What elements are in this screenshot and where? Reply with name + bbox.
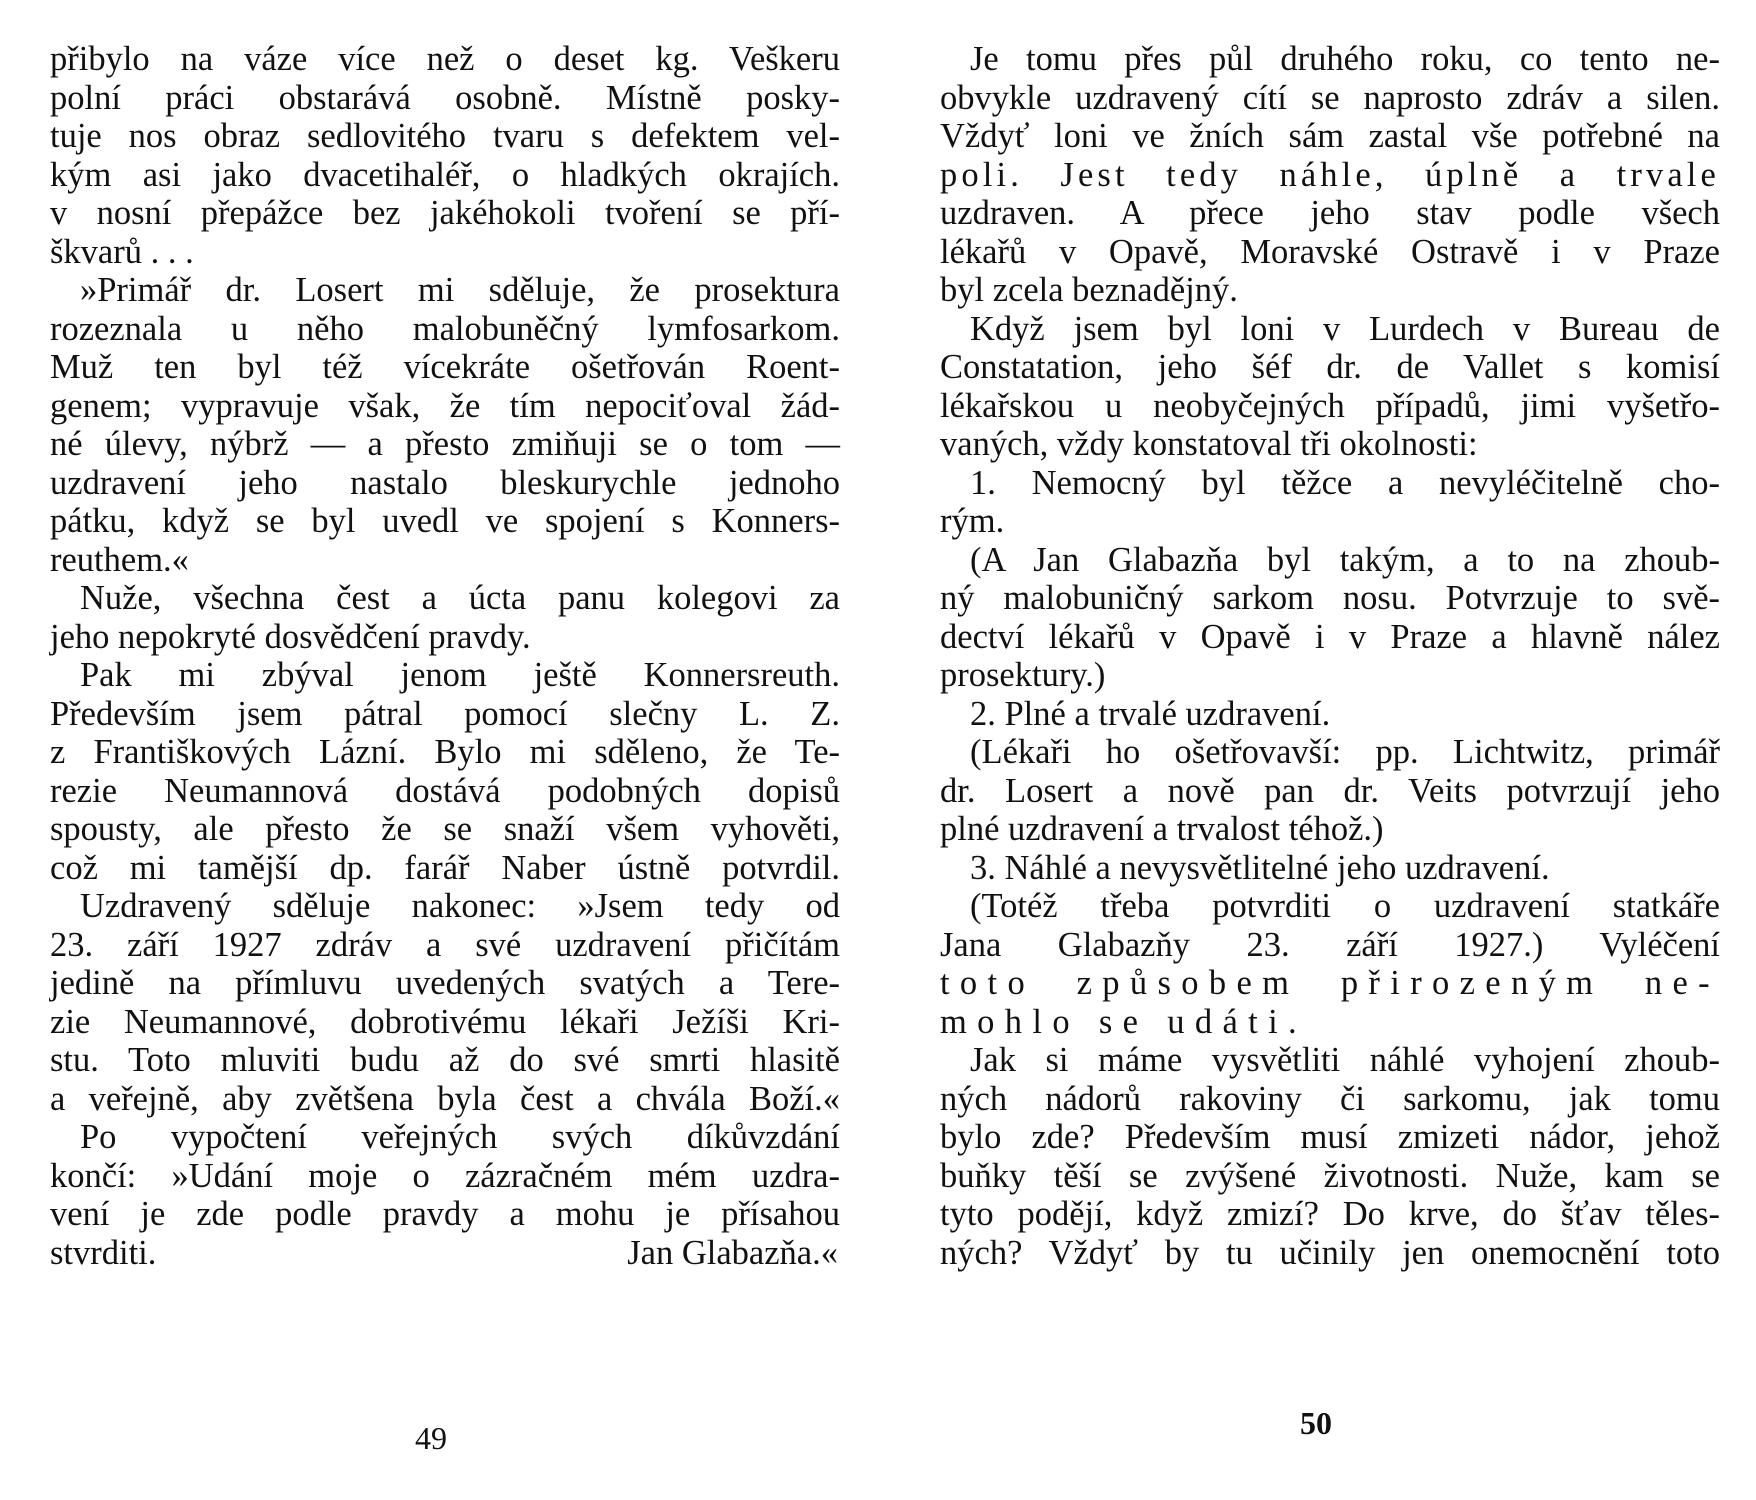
text-line: tyto podějí, když zmizí? Do krve, do šťav těles-	[940, 1195, 1720, 1233]
text-line: bylo zde? Především musí zmizeti nádor, jehož	[940, 1118, 1720, 1156]
text-line: vaných, vždy konstatoval tři okolnosti:	[940, 425, 1478, 463]
text-line: Po vypočtení veřejných svých díkůvzdání	[80, 1118, 840, 1156]
text-line: prosektury.)	[940, 656, 1106, 694]
text-line: vení je zde podle pravdy a mohu je přísahou	[50, 1195, 840, 1233]
text-line: přibylo na váze více než o deset kg. Veškeru	[50, 40, 840, 78]
text-line: stu. Toto mluviti budu až do své smrti hlasitě	[50, 1041, 840, 1079]
text-line: a veřejně, aby zvětšena byla čest a chvála Boží.«	[50, 1079, 840, 1118]
text-line: poli. Jest tedy náhle, úplně a trvale	[940, 155, 1720, 194]
text-line: uzdravení jeho nastalo bleskurychle jednoho	[50, 463, 840, 502]
text-line: ných? Vždyť by tu učinily jen onemocnění toto	[940, 1233, 1720, 1272]
signature-line	[50, 1234, 840, 1273]
text-line: uzdraven. A přece jeho stav podle všech	[940, 194, 1720, 232]
text-line: Muž ten byl též vícekráte ošetřován Roent-	[50, 348, 840, 386]
text-line: Constatation, jeho šéf dr. de Vallet s komisí	[940, 348, 1720, 386]
text-line: tuje nos obraz sedlovitého tvaru s defektem vel-	[50, 117, 840, 155]
text-line: Pak mi zbýval jenom ještě Konnersreuth.	[80, 656, 840, 694]
text-line: kým asi jako dvacetihaléř, o hladkých okrajích.	[50, 155, 840, 194]
text-line: mohlo se udáti.	[940, 1002, 1308, 1041]
text-line: 3. Náhlé a nevysvětlitelné jeho uzdravení.	[970, 848, 1550, 887]
signature-name: Jan Glabazňa.«	[627, 1233, 838, 1272]
page-number-right: 50	[1300, 1405, 1332, 1441]
text-line: 23. září 1927 zdráv a své uzdravení přičítám	[50, 925, 840, 964]
text-line: Je tomu přes půl druhého roku, co tento ne-	[970, 40, 1720, 78]
text-line: ných nádorů rakoviny či sarkomu, jak tomu	[940, 1079, 1720, 1118]
text-line: buňky těší se zvýšené životnosti. Nuže, kam se	[940, 1156, 1720, 1195]
text-line: dectví lékařů v Opavě i v Praze a hlavně nález	[940, 617, 1720, 656]
text-line: lékařů v Opavě, Moravské Ostravě i v Praze	[940, 232, 1720, 271]
text-line: rezie Neumannová dostává podobných dopisů	[50, 771, 840, 810]
text-line: škvarů . . .	[50, 232, 194, 271]
text-line: což mi tamější dp. farář Naber ústně potvrdil.	[50, 848, 840, 887]
text-line: Vždyť loni ve žních sám zastal vše potřebné na	[940, 117, 1720, 155]
text-line: (Totéž třeba potvrditi o uzdravení statkáře	[970, 887, 1720, 925]
text-line: jeho nepokryté dosvědčení pravdy.	[50, 617, 531, 656]
text-line: obvykle uzdravený cítí se naprosto zdráv a silen.	[940, 78, 1720, 117]
text-line: genem; vypravuje však, že tím nepociťoval žád-	[50, 386, 840, 425]
text-line: rozeznala u něho malobuněčný lymfosarkom.	[50, 309, 840, 348]
text-line: zie Neumannové, dobrotivému lékaři Ježíši Kri-	[50, 1002, 840, 1041]
text-line: Nuže, všechna čest a úcta panu kolegovi za	[80, 579, 840, 617]
text-line: rým.	[940, 502, 1005, 540]
text-line: »Primář dr. Losert mi sděluje, že prosektura	[80, 271, 840, 309]
text-line: reuthem.«	[50, 540, 189, 579]
text-line: dr. Losert a nově pan dr. Veits potvrzují jeho	[940, 771, 1720, 810]
text-line: jedině na přímluvu uvedených svatých a Tere-	[50, 964, 840, 1002]
page-number-left: 49	[415, 1420, 447, 1456]
text-line: Když jsem byl loni v Lurdech v Bureau de	[970, 309, 1720, 348]
text-line: 2. Plné a trvalé uzdravení.	[970, 694, 1331, 733]
text-line: 1. Nemocný byl těžce a nevyléčitelně cho-	[970, 463, 1720, 502]
text-line: toto způsobem přirozeným ne-	[940, 964, 1720, 1002]
text-line: né úlevy, nýbrž — a přesto zmiňuji se o tom —	[50, 425, 840, 463]
text-line: spousty, ale přesto že se snaží všem vyhověti,	[50, 810, 840, 848]
right-page	[940, 40, 1720, 1272]
text-line: z Františkových Lázní. Bylo mi sděleno, že Te-	[50, 733, 840, 771]
text-line: končí: »Udání moje o zázračném mém uzdra-	[50, 1156, 840, 1195]
text-line: lékařskou u neobyčejných případů, jimi vyšetřo-	[940, 386, 1720, 425]
text-line: byl zcela beznadějný.	[940, 271, 1238, 309]
text-line: ný malobuničný sarkom nosu. Potvrzuje to svě-	[940, 579, 1720, 617]
text-line: pátku, když se byl uvedl ve spojení s Konners-	[50, 502, 840, 540]
text-line: (Lékaři ho ošetřovavší: pp. Lichtwitz, primář	[970, 733, 1720, 771]
text-line: (A Jan Glabazňa byl takým, a to na zhoub-	[970, 540, 1720, 579]
closing-text: stvrditi.	[50, 1233, 157, 1272]
text-line: polní práci obstarává osobně. Místně posky-	[50, 78, 840, 117]
text-line: Jana Glabazňy 23. září 1927.) Vyléčení	[940, 925, 1720, 964]
text-line: v nosní přepážce bez jakéhokoli tvoření se pří-	[50, 194, 840, 232]
text-line: Jak si máme vysvětliti náhlé vyhojení zhoub-	[970, 1041, 1720, 1079]
text-line: Uzdravený sděluje nakonec: »Jsem tedy od	[80, 887, 840, 925]
text-line: Především jsem pátral pomocí slečny L. Z.	[50, 694, 840, 733]
text-line: plné uzdravení a trvalost téhož.)	[940, 810, 1384, 848]
left-page	[50, 40, 840, 1272]
